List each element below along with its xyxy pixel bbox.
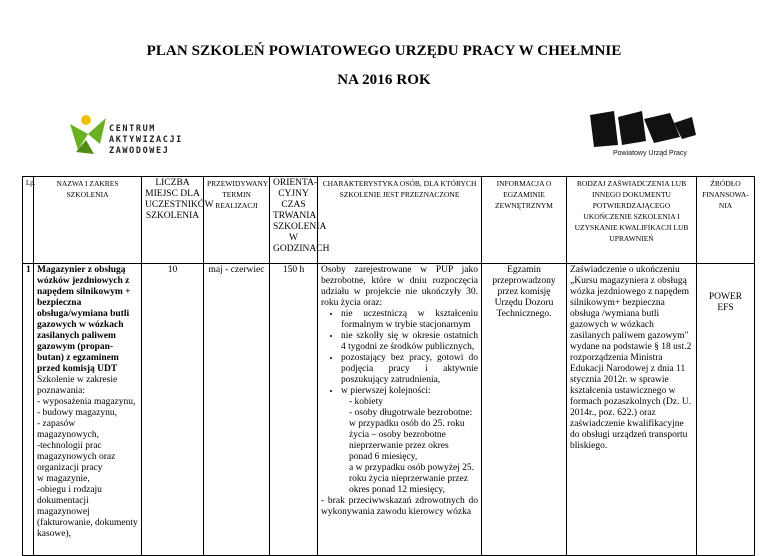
sub-line: - kobiety (349, 397, 384, 407)
list-item: • pozostający bez pracy, gotowi do podjęcia pracy i aktywnie poszukujący zatrudnienia, (341, 353, 478, 386)
target-intro: Osoby zarejestrowane w PUP jako bezrobotne, które w dniu rozpoczęcia udziału w projekcie nie ukończyły 30. roku życia oraz: (321, 265, 478, 308)
header-cert: RODZAJ ZAŚWIADCZENIA LUB INNEGO DOKUMENTU POTWIERDZAJĄCEGO UKOŃCZENIE SZKOLENIA I UZYSKANIE KWALIFIKACJI LUB UPRAWNIEŃ (567, 177, 697, 264)
sub-line: ponad 6 miesięcy, (349, 452, 418, 462)
header-count: LICZBA MIEJSC DLA UCZESTNIKÓW SZKOLENIA (142, 177, 204, 264)
list-item: • nie szkolły się w okresie ostatnich 4 tygodni ze środków publicznych, (341, 331, 478, 353)
training-plan-table (22, 176, 755, 556)
logo-mark-icon (66, 110, 110, 160)
header-hours: ORIENTA-CYJNY CZAS TRWANIA SZKOLENIA W GODZINACH (270, 177, 318, 264)
scope-line: - wyposażenia magazynu, (37, 397, 136, 407)
row-term: maj - czerwiec (204, 264, 270, 556)
sub-line: w przypadku osób do 25. roku (349, 419, 465, 429)
sub-line: życia – osoby bezrobotne (349, 430, 446, 440)
row-source: POWER EFS (697, 264, 755, 556)
table-row (23, 264, 755, 556)
sub-line: - osoby długotrwale bezrobotne: (349, 408, 473, 418)
scope-line: w magazynie, (37, 474, 90, 484)
header-exam: INFORMACJA O EGZAMINIE ZEWNĘTRZNYM (482, 177, 567, 264)
logo-line-3: ZAWODOWEJ (109, 146, 170, 156)
row-count: 10 (142, 264, 204, 556)
logo-line-2: AKTYWIZACJI (109, 135, 183, 145)
target-list (321, 309, 478, 397)
row-cert: Zaświadczenie o ukończeniu „Kursu magazyniera z obsługą wózka jezdniowego z napędem silnikowym+ bezpieczna obsługa /wymiana butli gazowych w wózkach zasilanych paliwem gazowym" wydane na podstawie § 18 ust.2 rozporządzenia Ministra Edukacji Narodowej z dnia 11 stycznia 2012r. w sprawie kształcenia ustawicznego w formach pozaszkolnych (Dz. U. 2014r., poz. 622.) oraz zaświadczenie kwalifikacyjne do obsługi urządzeń transportu bliskiego. (567, 264, 697, 556)
course-name: Magazynier z obsługą wózków jezdniowych z napędem silnikowym + bezpieczna obsługa/wymiana butli gazowych w wózkach zasilanych paliwem gazowym (propan-butan) z egzaminem przed komisją UDT (37, 265, 131, 374)
row-hours: 150 h (270, 264, 318, 556)
row-exam: Egzamin przeprowadzony przez komisję Urzędu Dozoru Technicznego. (482, 264, 567, 556)
sub-line: nieprzerwanie przez okres (349, 441, 449, 451)
header-target: CHARAKTERYSTYKA OSÓB, DLA KTÓRYCH SZKOLENIE JEST PRZEZNACZONE (318, 177, 482, 264)
page-subtitle: NA 2016 ROK (337, 72, 431, 88)
logo-line-1: CENTRUM (109, 124, 157, 134)
centrum-aktywizacji-logo (66, 110, 186, 160)
table-header-row (23, 177, 755, 264)
row-name-cell (34, 264, 142, 556)
sub-line: roku życia nieprzerwanie przez (349, 474, 468, 484)
row-target-cell (318, 264, 482, 556)
scope-line: - zapasów magazynowych, (37, 419, 99, 440)
page-title: PLAN SZKOLEŃ POWIATOWEGO URZĘDU PRACY W CHEŁMNIE (146, 43, 622, 59)
scope-line: (fakturowanie, dokumenty kasowe), (37, 518, 138, 539)
list-item: • nie uczestniczą w kształceniu formalnym w trybie stacjonarnym (341, 309, 478, 331)
list-item: • w pierwszej kolejności: (341, 386, 478, 397)
scope-line: -technologii prac magazynowych oraz organizacji pracy (37, 441, 116, 473)
pup-logo-text: Powiatowy Urząd Pracy (613, 150, 687, 157)
target-tail: - brak przeciwwskazań zdrowotnych do wykonywania zawodu kierowcy wózka (321, 496, 478, 517)
sub-line: a w przypadku osób powyżej 25. (349, 463, 475, 473)
sub-line: okres ponad 12 miesięcy, (349, 485, 445, 495)
pup-logo-mark-icon (588, 107, 698, 149)
scope-line: - budowy magazynu, (37, 408, 117, 418)
header-term: PRZEWIDYWANY TERMIN REALIZACJI (204, 177, 270, 264)
pup-logo (588, 107, 698, 162)
scope-line: -obiegu i rodzaju dokumentacji magazynowej (37, 485, 102, 517)
row-lp: 1 (23, 264, 34, 556)
header-name: NAZWA I ZAKRES SZKOLENIA (34, 177, 142, 264)
header-source: ŹRÓDŁO FINANSOWA-NIA (697, 177, 755, 264)
scope-line: Szkolenie w zakresie poznawania: (37, 375, 118, 396)
header-lp: Lp. (23, 177, 34, 264)
